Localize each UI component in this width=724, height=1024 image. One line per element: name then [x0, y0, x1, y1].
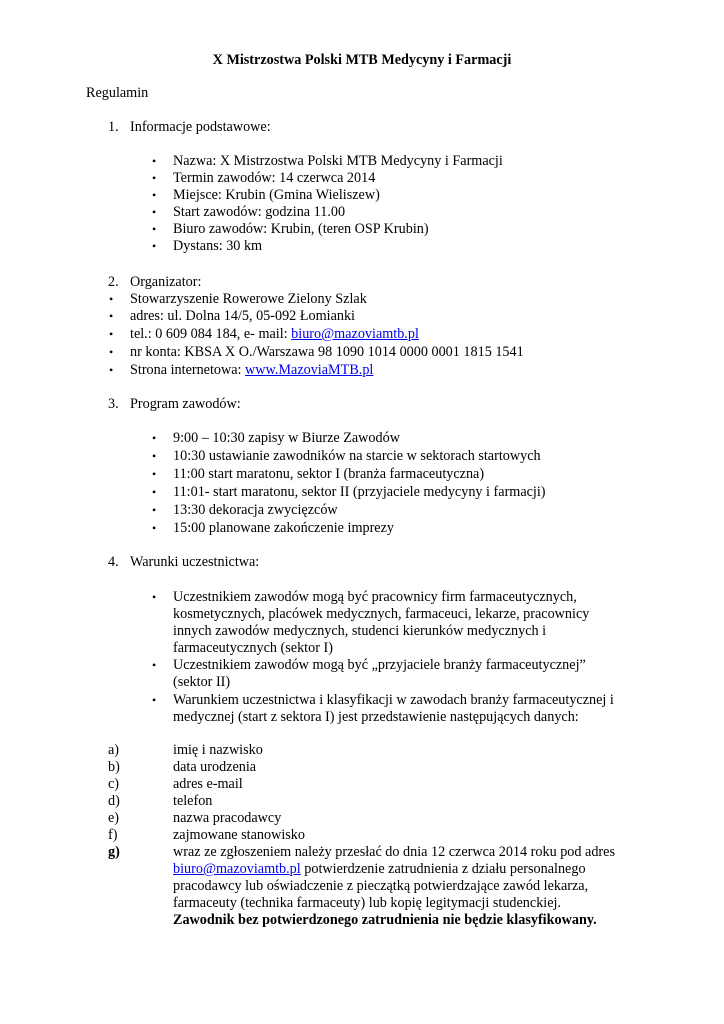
email-link[interactable]: biuro@mazoviamtb.pl	[173, 861, 301, 877]
bullet-icon: •	[152, 521, 157, 535]
list-item: Dystans: 30 km	[173, 238, 263, 254]
letter-item-g-line	[173, 861, 586, 878]
letter-label: b)	[108, 759, 120, 775]
letter-item: zajmowane stanowisko	[173, 827, 305, 843]
section-4-number: 4.	[108, 554, 119, 570]
condition-line: medycznej (start z sektora I) jest przedstawienie następujących danych:	[173, 709, 579, 725]
bullet-icon: •	[152, 693, 157, 707]
letter-item: telefon	[173, 793, 213, 809]
letter-item-g-line: farmaceuty (technika farmaceuty) lub kopię legitymacji studenckiej.	[173, 895, 562, 911]
list-item: Miejsce: Krubin (Gmina Wieliszew)	[173, 187, 380, 203]
bullet-icon: •	[109, 292, 114, 306]
list-item: Nazwa: X Mistrzostwa Polski MTB Medycyny i Farmacji	[173, 153, 503, 169]
list-item: Start zawodów: godzina 11.00	[173, 204, 346, 220]
bullet-icon: •	[109, 327, 114, 341]
letter-item-g-text: potwierdzenie zatrudnienia z działu personalnego	[300, 861, 586, 877]
list-item: 11:00 start maratonu, sektor I (branża farmaceutyczna)	[173, 466, 485, 482]
list-item: 15:00 planowane zakończenie imprezy	[173, 520, 394, 536]
section-3-number: 3.	[108, 396, 119, 412]
letter-item: nazwa pracodawcy	[173, 810, 282, 826]
bullet-icon: •	[152, 171, 157, 185]
section-4-heading: Warunki uczestnictwa:	[130, 554, 260, 570]
document-subtitle: Regulamin	[86, 85, 149, 101]
bullet-icon: •	[109, 363, 114, 377]
bank-account: nr konta: KBSA X O./Warszawa 98 1090 1014 0000 0001 1815 1541	[130, 344, 524, 360]
list-item: 10:30 ustawianie zawodników na starcie w sektorach startowych	[173, 448, 541, 464]
bullet-icon: •	[109, 309, 114, 323]
list-item: Termin zawodów: 14 czerwca 2014	[173, 170, 376, 186]
bullet-icon: •	[152, 503, 157, 517]
bullet-icon: •	[152, 239, 157, 253]
bullet-icon: •	[152, 188, 157, 202]
bullet-icon: •	[152, 658, 157, 672]
bullet-icon: •	[152, 154, 157, 168]
letter-label: e)	[108, 810, 120, 826]
bullet-icon: •	[152, 449, 157, 463]
list-item: Biuro zawodów: Krubin, (teren OSP Krubin)	[173, 221, 429, 237]
letter-item: adres e-mail	[173, 776, 243, 792]
letter-label: a)	[108, 742, 120, 758]
letter-label: g)	[108, 844, 120, 860]
website-label: Strona internetowa:	[130, 362, 246, 378]
condition-line: Uczestnikiem zawodów mogą być pracownicy firm farmaceutycznych,	[173, 589, 577, 605]
letter-label: f)	[108, 827, 118, 843]
document-title: X Mistrzostwa Polski MTB Medycyny i Farmacji	[212, 52, 512, 68]
section-2-heading: Organizator:	[130, 274, 202, 290]
condition-line: Uczestnikiem zawodów mogą być „przyjaciele branży farmaceutycznej”	[173, 657, 586, 673]
letter-label: c)	[108, 776, 120, 792]
organizer-website	[130, 362, 373, 379]
bullet-icon: •	[109, 345, 114, 359]
condition-line: Warunkiem uczestnictwa i klasyfikacji w zawodach branży farmaceutycznej i	[173, 692, 614, 708]
section-3-heading: Program zawodów:	[130, 396, 241, 412]
bullet-icon: •	[152, 590, 157, 604]
bullet-icon: •	[152, 485, 157, 499]
phone-text: tel.: 0 609 084 184, e- mail:	[130, 326, 292, 342]
website-link[interactable]: www.MazoviaMTB.pl	[245, 362, 374, 378]
condition-line: innych zawodów medycznych, studenci kierunków medycznych i	[173, 623, 547, 639]
organizer-contact	[130, 326, 419, 343]
section-2-number: 2.	[108, 274, 119, 290]
letter-item: data urodzenia	[173, 759, 257, 775]
bullet-icon: •	[152, 205, 157, 219]
bullet-icon: •	[152, 431, 157, 445]
email-link[interactable]: biuro@mazoviamtb.pl	[291, 326, 419, 342]
condition-line: kosmetycznych, placówek medycznych, farmaceuci, lekarze, pracownicy	[173, 606, 590, 622]
classification-warning: Zawodnik bez potwierdzonego zatrudnienia nie będzie klasyfikowany.	[173, 912, 597, 928]
letter-item-g-line: wraz ze zgłoszeniem należy przesłać do dnia 12 czerwca 2014 roku pod adres	[173, 844, 615, 860]
list-item: 13:30 dekoracja zwycięzców	[173, 502, 338, 518]
condition-line: farmaceutycznych (sektor I)	[173, 640, 333, 656]
organizer-name: Stowarzyszenie Rowerowe Zielony Szlak	[130, 291, 367, 307]
letter-label: d)	[108, 793, 120, 809]
letter-item-g-line: pracodawcy lub oświadczenie z pieczątką potwierdzające zawód lekarza,	[173, 878, 589, 894]
bullet-icon: •	[152, 467, 157, 481]
list-item: 11:01- start maratonu, sektor II (przyjaciele medycyny i farmacji)	[173, 484, 546, 500]
condition-line: (sektor II)	[173, 674, 231, 690]
list-item: 9:00 – 10:30 zapisy w Biurze Zawodów	[173, 430, 400, 446]
section-1-heading: Informacje podstawowe:	[130, 119, 271, 135]
letter-item: imię i nazwisko	[173, 742, 263, 758]
bullet-icon: •	[152, 222, 157, 236]
section-1-number: 1.	[108, 119, 119, 135]
organizer-address: adres: ul. Dolna 14/5, 05-092 Łomianki	[130, 308, 355, 324]
